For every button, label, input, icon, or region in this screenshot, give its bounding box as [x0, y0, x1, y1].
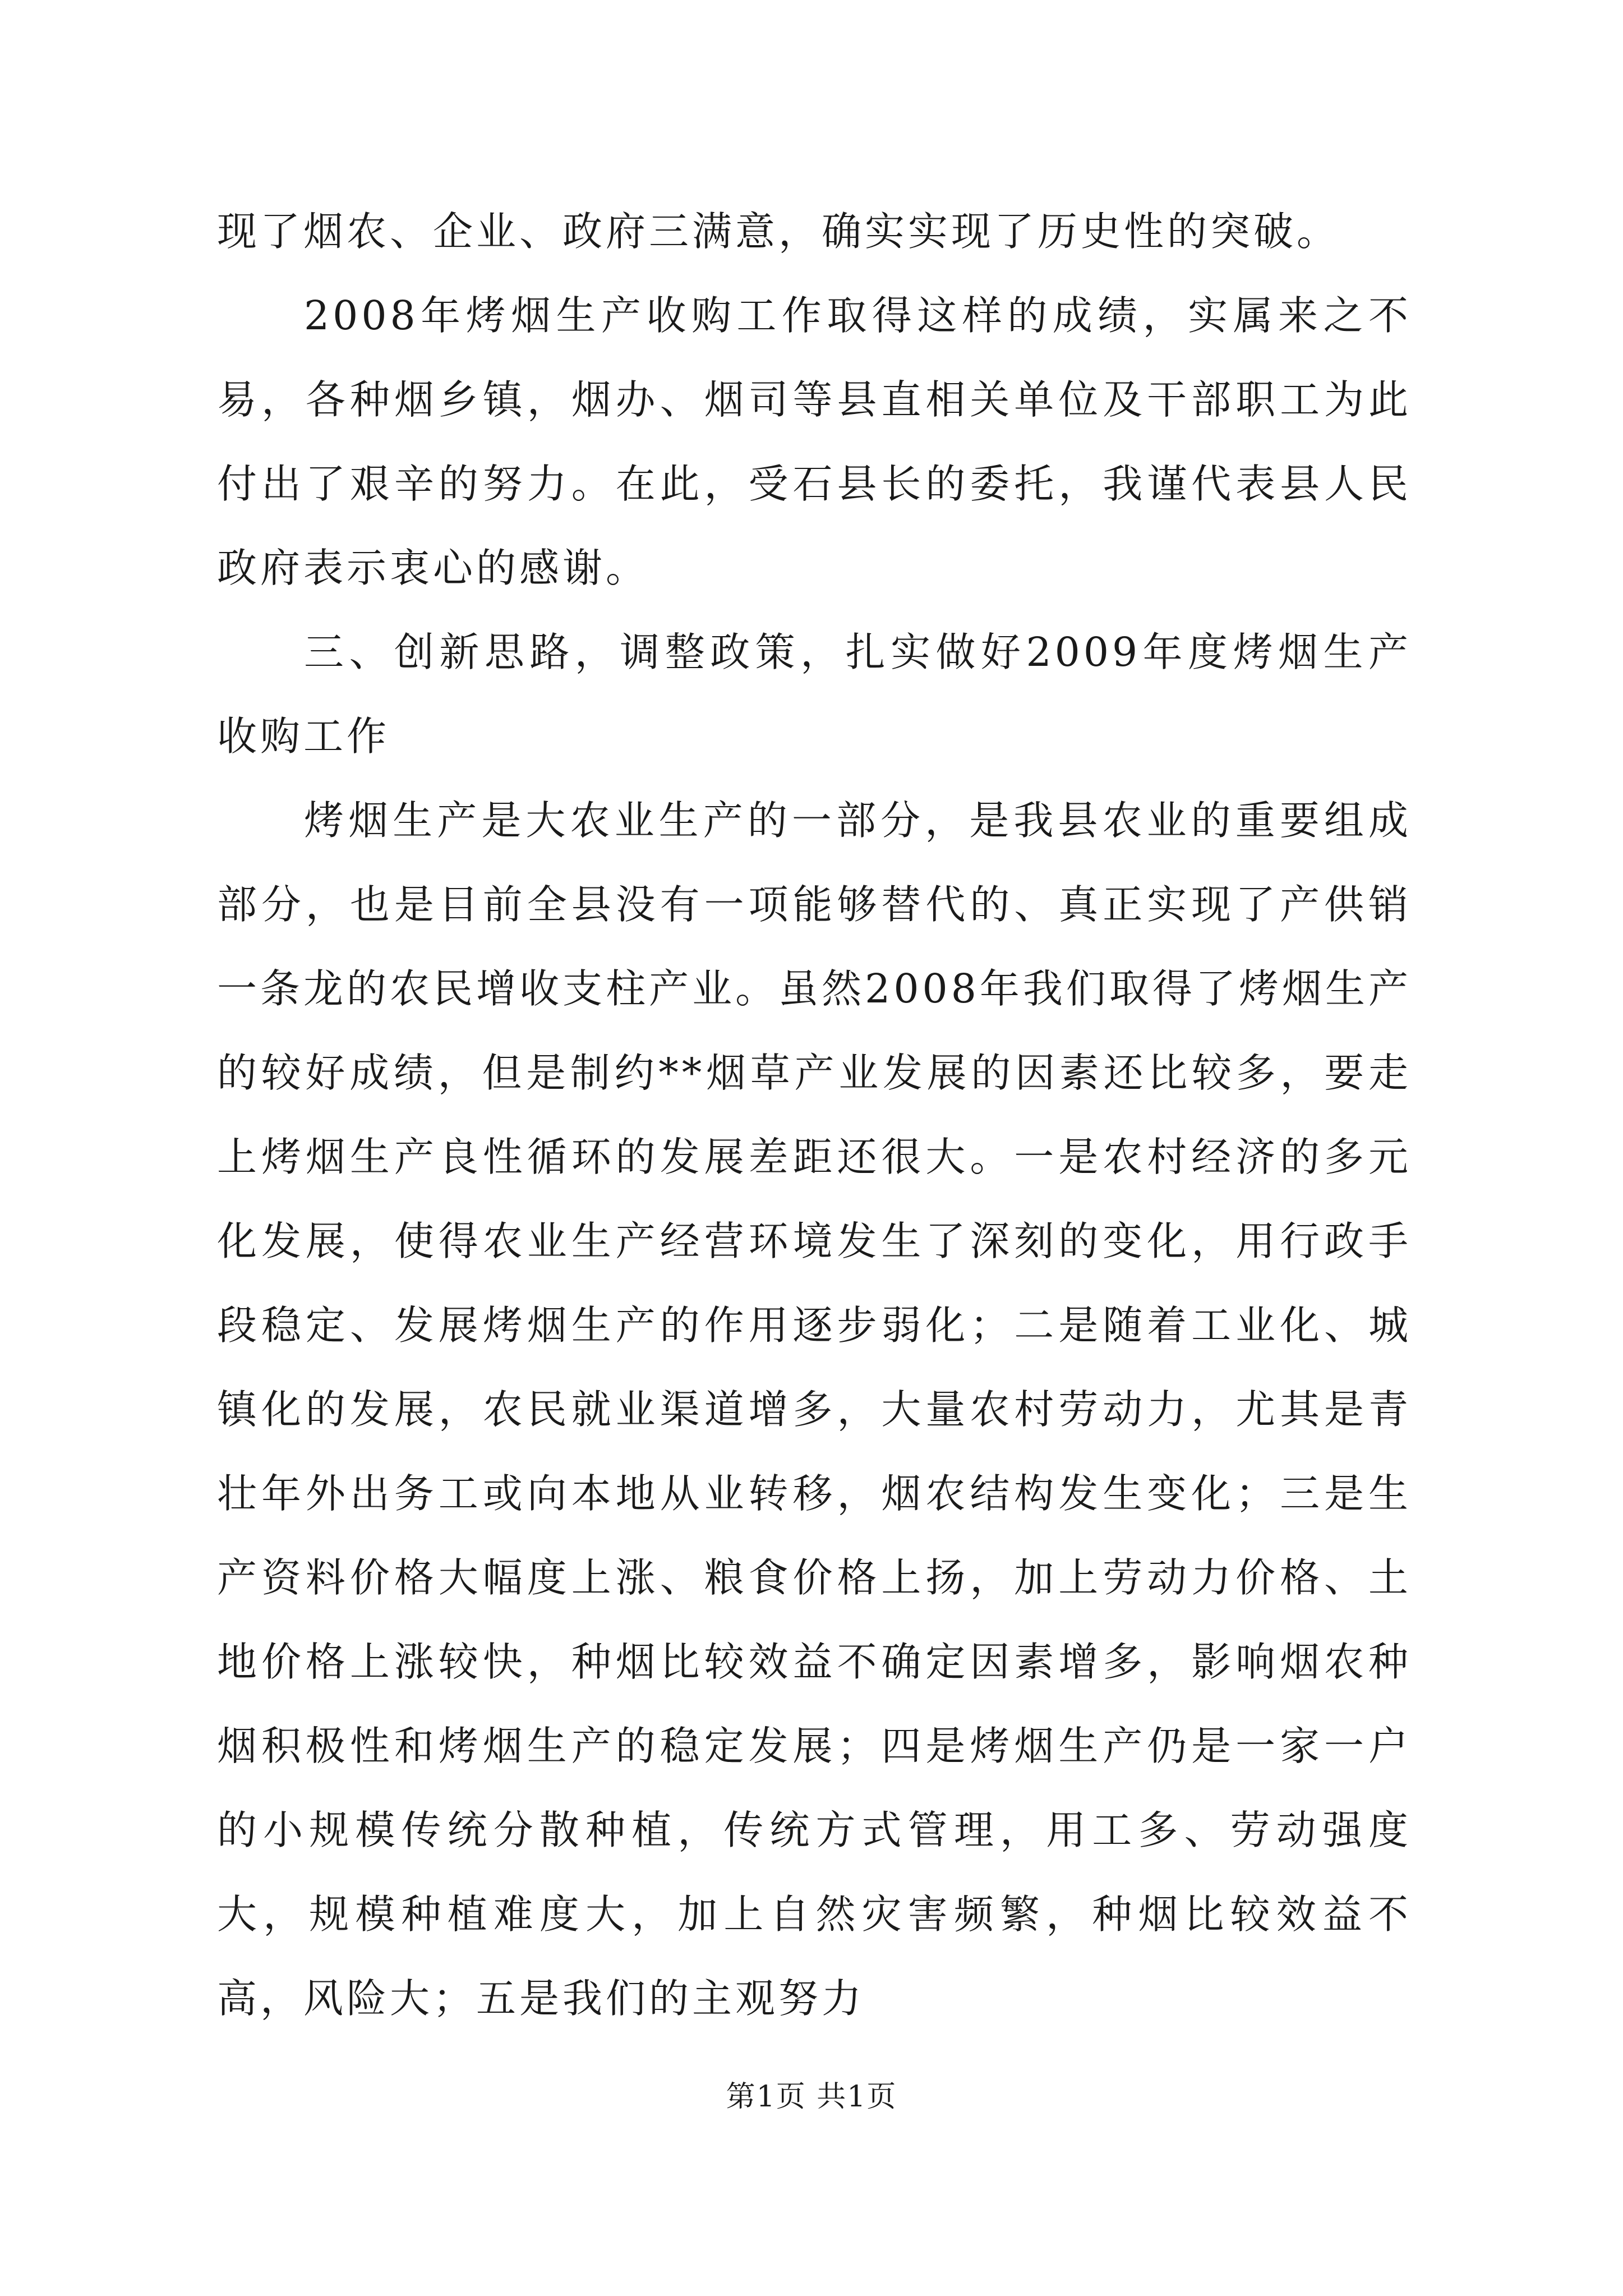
paragraph-continuation: 现了烟农、企业、政府三满意，确实实现了历史性的突破。: [217, 208, 1340, 255]
document-body: [217, 190, 1412, 2041]
section-heading: 三、创新思路，调整政策，扎实做好2009年度烤烟生产收购工作: [217, 629, 1412, 760]
paragraph-constraints: 烤烟生产是大农业生产的一部分，是我县农业的重要组成部分，也是目前全县没有一项能够替代的、真正实现了产供销一条龙的农民增收支柱产业。虽然2008年我们取得了烤烟生产的较好成绩，但是制约**烟草产业发展的因素还比较多，要走上烤烟生产良性循环的发展差距还很大。一是农村经济的多元化发展，使得农业生产经营环境发生了深刻的变化，用行政手段稳定、发展烤烟生产的作用逐步弱化；二是随着工业化、城镇化的发展，农民就业渠道增多，大量农村劳动力，尤其是青壮年外出务工或向本地从业转移，烟农结构发生变化；三是生产资料价格大幅度上涨、粮食价格上扬，加上劳动力价格、土地价格上涨较快，种烟比较效益不确定因素增多，影响烟农种烟积极性和烤烟生产的稳定发展；四是烤烟生产仍是一家一户的小规模传统分散种植，传统方式管理，用工多、劳动强度大，规模种植难度大，加上自然灾害频繁，种烟比较效益不高，风险大；五是我们的主观努力: [217, 797, 1412, 2022]
paragraph-achievement-thanks: 2008年烤烟生产收购工作取得这样的成绩，实属来之不易，各种烟乡镇，烟办、烟司等县直相关单位及干部职工为此付出了艰辛的努力。在此，受石县长的委托，我谨代表县人民政府表示衷心的感谢。: [217, 292, 1412, 591]
page-footer: 第1页 共1页: [726, 2080, 897, 2114]
